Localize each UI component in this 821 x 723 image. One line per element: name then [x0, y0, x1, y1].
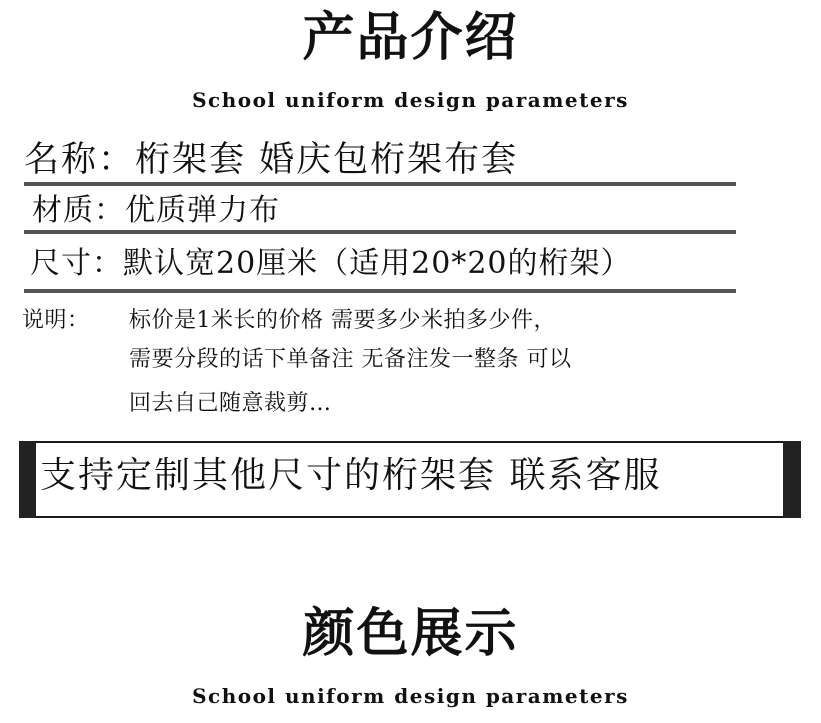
product-intro-subtitle: School uniform design parameters — [192, 88, 629, 112]
description-line: 回去自己随意裁剪… — [129, 391, 332, 416]
color-display-subtitle: School uniform design parameters — [192, 684, 629, 708]
spec-material: 材质：优质弹力布 — [32, 193, 280, 228]
product-intro-title: 产品介绍 — [302, 7, 519, 68]
custom-box-left-bar — [19, 441, 36, 518]
custom-size-text: 支持定制其他尺寸的桁架套 联系客服 — [40, 455, 662, 496]
description-line: 需要分段的话下单备注 无备注发一整条 可以 — [129, 347, 572, 372]
description-line: 标价是1米长的价格 需要多少米拍多少件， — [129, 308, 556, 333]
spec-name: 名称：桁架套 婚庆包桁架布套 — [24, 140, 519, 180]
spec-divider — [24, 230, 736, 234]
description-label: 说明： — [22, 308, 90, 333]
color-display-title: 颜色展示 — [302, 603, 519, 664]
spec-size: 尺寸：默认宽20厘米（适用20*20的桁架） — [30, 246, 632, 281]
spec-divider — [24, 289, 736, 293]
custom-box-right-bar — [783, 441, 801, 518]
spec-divider — [24, 182, 736, 186]
